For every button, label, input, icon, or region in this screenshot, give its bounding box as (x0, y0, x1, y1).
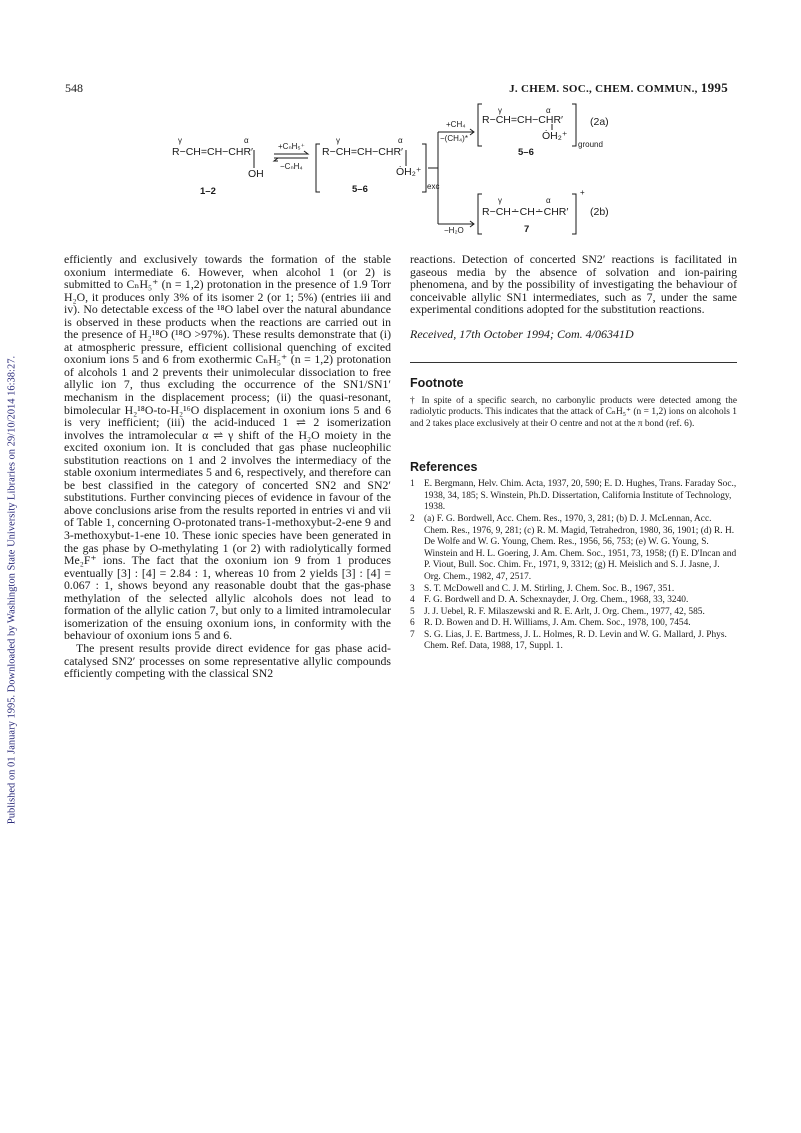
reference-item (410, 595, 737, 607)
journal-name: J. CHEM. SOC., CHEM. COMMUN., (509, 83, 698, 95)
reactant-label: 1–2 (200, 186, 216, 197)
oxonium-gamma: γ (336, 136, 340, 145)
reference-number: 7 (410, 629, 415, 640)
oxonium-formula: R−CH=CH−CHR′ (322, 146, 404, 158)
reference-number: 6 (410, 618, 415, 629)
product-a-gamma: γ (498, 106, 502, 115)
reference-item (410, 630, 737, 653)
reference-item (410, 618, 737, 630)
product-b-gamma: γ (498, 196, 502, 205)
oxonium-oh2: ȮH₂⁺ (396, 166, 422, 178)
body-paragraph-3: reactions. Detection of concerted SN2′ reactions is facilitated in gaseous media by the absence of solvation and ion-pairing phenomena, and by the possibility of investigating the behaviour of conceivable allylic SN1 intermediates, such as 7, under the same experimental conditions adopted for the substitution reactions. (410, 252, 737, 317)
reference-item (410, 479, 737, 514)
reference-item (410, 514, 737, 584)
arrow1-top-label: +CₙH₅⁺ (278, 142, 305, 151)
reactant-oh: OH (248, 168, 264, 180)
product-b-label: 7 (524, 224, 530, 235)
product-b-charge: + (580, 188, 585, 197)
reactant-alpha: α (244, 136, 249, 145)
reference-number: 4 (410, 595, 415, 606)
product-b-alpha: α (546, 196, 551, 205)
excited-tag: exc (427, 182, 440, 191)
oxonium-label: 5–6 (352, 184, 368, 195)
reference-number: 1 (410, 479, 415, 490)
reference-text: E. Bergmann, Helv. Chim. Acta, 1937, 20, 590; E. D. Hughes, Trans. Faraday Soc., 1938, 34, 185; S. Winstein, Ph.D. Dissertation, California Institute of Technology, 1938. (424, 479, 737, 513)
reference-text: S. G. Lias, J. E. Bartmess, J. L. Holmes, R. D. Levin and W. G. Mallard, J. Phys. Chem. Ref. Data, 1988, 17, Suppl. 1. (424, 629, 727, 652)
body-paragraph-2: The present results provide direct evidence for gas phase acid-catalysed SN2′ processes on some representative allylic compounds efficiently competing with the classical SN2 (64, 640, 391, 681)
reference-item (410, 584, 737, 596)
reference-text: F. G. Bordwell and D. A. Schexnayder, J. Org. Chem., 1968, 33, 3240. (424, 595, 689, 606)
equation-2b-tag: (2b) (590, 206, 609, 218)
product-a-label: 5–6 (518, 147, 534, 158)
journal-year: 1995 (700, 80, 728, 95)
ground-tag: ground (578, 140, 603, 149)
oxonium-alpha: α (398, 136, 403, 145)
references-heading: References (410, 459, 478, 474)
received-date: Received, 17th October 1994; Com. 4/06341D (410, 326, 634, 341)
references-list (410, 479, 737, 653)
section-divider (410, 362, 737, 363)
arrow1-bottom-label: −CₙH₄ (280, 162, 303, 171)
product-a-alpha: α (546, 106, 551, 115)
reference-number: 3 (410, 583, 415, 594)
reference-item (410, 607, 737, 619)
reference-number: 2 (410, 513, 415, 524)
body-paragraph-1: efficiently and exclusively towards the formation of the stable oxonium intermediate 6. However, when alcohol 1 (or 2) is submitted to CₙH₅⁺ (n = 1,2) protonation in the presence of 1.9 Torr H₂O, it produces only 3% of its isomer 2 (or 1; 5%) (entries iii and iv). No detectable excess of the ¹⁸O label over the natural abundance is observed in these products when the reactions are carried out in the presence of H₂¹⁸O (¹⁸O >97%). These results demonstrate that (i) at atmospheric pressure, efficient collisional quenching of excited oxonium ions 5 and 6 from exothermic CₙH₅⁺ (n = 1,2) protonation of alcohols 1 and 2 prevents their unimolecular dissociation to free allylic ion 7, thus excluding the occurrence of the SN1/SN1′ mechanism in the displacement process; (ii) the quasi-resonant, bimolecular H₂¹⁸O-to-H₂¹⁶O displacement in oxonium ions 5 and 6 is very inefficient; (iii) the acid-induced 1 ⇌ 2 isomerization involves the intramolecular α ⇌ γ shift of the H₂O moiety in the excited oxonium ion. It is concluded that gas phase nucleophilic substitution reactions on 1 and 2 involves the intermediacy of the stable oxonium intermediates 5 and 6, respectively, and therefore can be best classified in the category of concerted SN2 and SN2′ substitutions. Further convincing pieces of evidence in favour of the above conclusions arise from the results reported in entries vi and vii of Table 1, concerning O-protonated trans-1-methoxybut-2-ene 9 and 3-methoxybut-1-ene 10. These ionic species have been generated in the gas phase by O-methylating 1 (or 2) with radiolytically formed Me₂F⁺ ions. The fact that the oxonium ion 9 from 1 produces eventually [3] : [4] = 2.84 : 1, whereas 10 from 2 yields [3] : [4] = 0.067 : 1, shows beyond any reasonable doubt that the gas-phase methylation of the selected allylic alcohols does not lead to formation of the allylic cation 7, but only to a limited intramolecular isomerization of the ensuing oxonium ions, in conformity with the behaviour of oxonium ions 5 and 6. (64, 252, 391, 643)
reference-text: J. J. Uebel, R. F. Milaszewski and R. E. Arlt, J. Org. Chem., 1977, 42, 585. (424, 606, 705, 617)
reference-text: R. D. Bowen and D. H. Williams, J. Am. Chem. Soc., 1978, 100, 7454. (424, 618, 691, 629)
product-a-oh2: ȮH₂⁺ (542, 130, 568, 142)
branch-b-label: −H₂O (444, 226, 464, 235)
download-watermark-text: Published on 01 January 1995. Downloaded by Washington State University Libraries on 29/10/2014 16:38:27. (6, 355, 18, 825)
footnote-text: † In spite of a specific search, no carbonylic products were detected among the radiolytic products. This indicates that the attack of CₙH₅⁺ (n = 1,2) ions on alcohols 1 and 2 takes place exclusively at their O centre and not at the π bond (ref. 6). (410, 395, 737, 430)
equation-2a-tag: (2a) (590, 116, 609, 128)
right-column (410, 253, 737, 653)
product-b-formula: R−CH∸CH∸CHR′ (482, 206, 569, 218)
reference-text: S. T. McDowell and C. J. M. Stirling, J. Chem. Soc. B., 1967, 351. (424, 583, 675, 594)
left-column (64, 253, 391, 680)
reference-text: (a) F. G. Bordwell, Acc. Chem. Res., 1970, 3, 281; (b) D. J. McLennan, Acc. Chem. Res., 1976, 9, 281; (c) R. M. Magid, Tetrahedron, 1980, 36, 1901; (d) R. H. De Wolfe and W. G. Young, Chem. Res., 1956, 56, 753; (e) W. G. Young, S. Winstein and H. L. Goering, J. Am. Chem. Soc., 1951, 73, 1958; (f) E. D'Incan and P. Viout, Bull. Soc. Chim. Fr., 1971, 9, 3312; (g) H. Meislich and S. J. Jasne, J. Org. Chem., 1982, 47, 2517. (424, 513, 737, 582)
reference-number: 5 (410, 606, 415, 617)
branch-a-top: +CH₄ (446, 120, 466, 129)
download-watermark (3, 160, 21, 1020)
page-number: 548 (65, 81, 83, 95)
product-a-formula: R−CH=CH−CHR′ (482, 114, 564, 126)
reactant-formula: R−CH=CH−CHR′ (172, 146, 254, 158)
footnote-heading: Footnote (410, 376, 464, 391)
running-head (509, 80, 728, 96)
reaction-scheme (170, 96, 750, 246)
branch-a-bottom: −(CH₄)* (440, 134, 468, 143)
reactant-gamma: γ (178, 136, 182, 145)
